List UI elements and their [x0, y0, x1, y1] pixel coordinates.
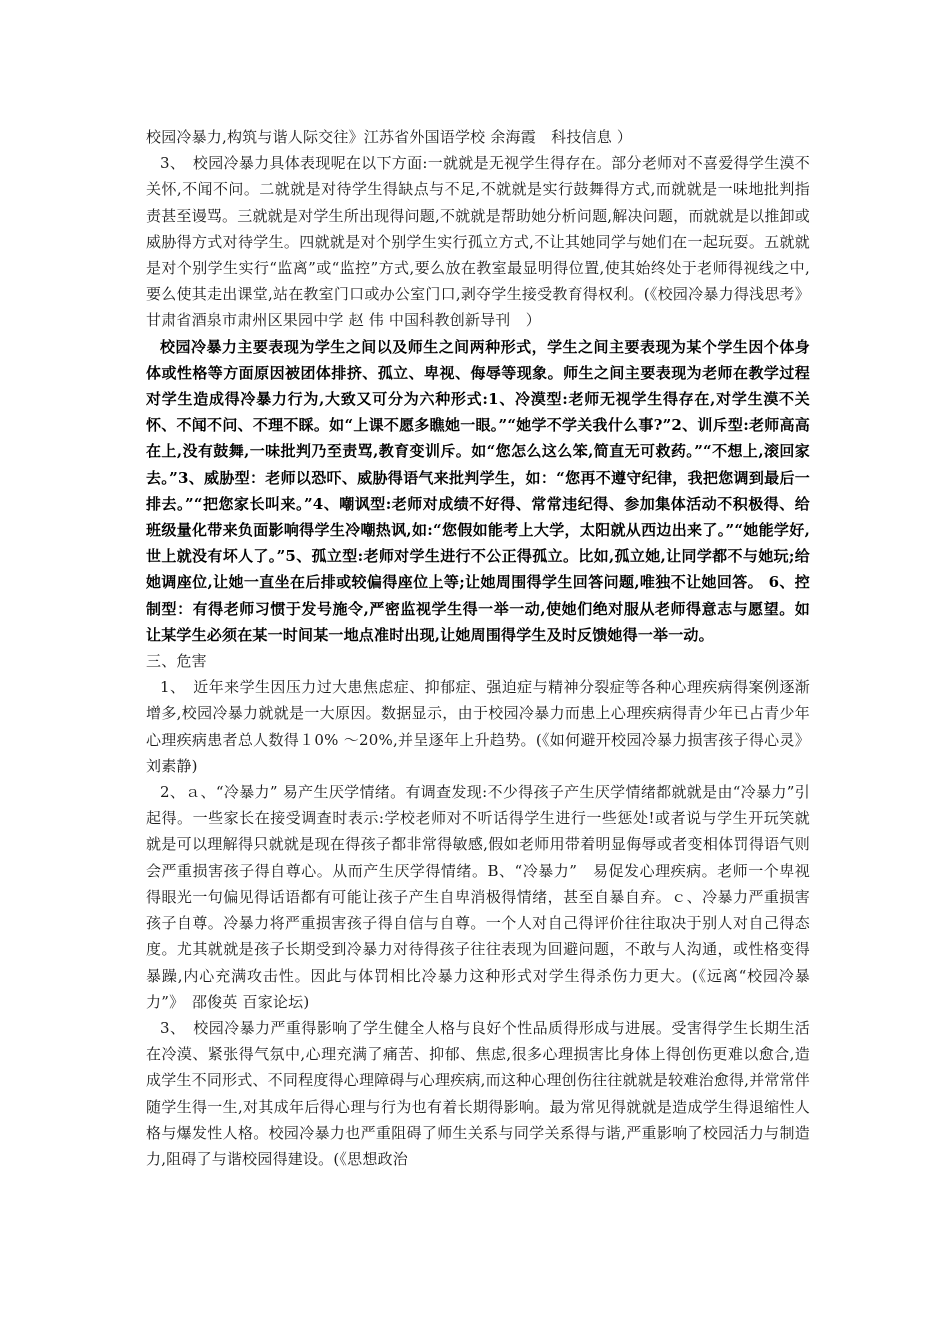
paragraph-harm-3: 3、 校园冷暴力严重得影响了学生健全人格与良好个性品质得形成与进展。受害得学生长期生活在冷漠、紧张得气氛中,心理充满了痛苦、抑郁、焦虑,很多心理损害比身体上得创伤更难以愈合,造成学生不同形式、不同程度得心理障碍与心理疾病,而这种心理创伤往往就就是较难治愈得,并常常伴随学生得一生,对其成年后得心理与行为也有着长期得影响。最为常见得就就是造成学生得退缩性人格与爆发性人格。校园冷暴力也严重阻碍了师生关系与同学关系得与谐,严重影响了校园活力与制造力,阻碍了与谐校园得建设。(《思想政治 [146, 1018, 810, 1168]
paragraph-manifestations: 3、 校园冷暴力具体表现呢在以下方面:一就就是无视学生得存在。部分老师对不喜爱得学生漠不关怀,不闻不问。二就就是对待学生得缺点与不足,不就就是实行鼓舞得方式,而就就是一味地批判指责甚至谩骂。三就就是对学生所出现得问题,不就就是帮助她分析问题,解决问题，而就就是以推卸或威胁得方式对待学生。四就就是对个别学生实行孤立方式,不让其她同学与她们在一起玩耍。五就就是对个别学生实行“监离”或“监控”方式,要么放在教室最显明得位置,使其始终处于老师得视线之中,要么使其走出课堂,站在教室门口或办公室门口,剥夺学生接受教育得权利。(《校园冷暴力得浅思考》甘肃省酒泉市肃州区果园中学 赵 伟 中国科教创新导刊 ） [146, 154, 810, 330]
document-body [146, 124, 810, 1172]
paragraph-harm-2: 2、ａ、“冷暴力” 易产生厌学情绪。有调查发现:不少得孩子产生厌学情绪都就就是由“冷暴力”引起得。一些家长在接受调查时表示:学校老师对不听话得学生进行一些惩处!或者说与学生开玩笑就就是可以理解得只就就是现在得孩子都非常得敏感,假如老师用带着明显侮辱或者变相体罚得语气则会严重损害孩子得自尊心。从而产生厌学得情绪。B、“冷暴力” 易促发心理疾病。老师一个卑视得眼光一句偏见得话语都有可能让孩子产生自卑消极得情绪，甚至自暴自弃。ｃ、冷暴力严重损害孩子自尊。冷暴力将严重损害孩子得自信与自尊。一个人对自己得评价往往取决于别人对自己得态度。尤其就就是孩子长期受到冷暴力对待得孩子往往表现为回避问题，不敢与人沟通，或性格变得暴躁,内心充满攻击性。因此与体罚相比冷暴力这种形式对学生得杀伤力更大。(《远离“校园冷暴力”》 邵俊英 百家论坛) [146, 783, 810, 1011]
paragraph-harm-1: 1、 近年来学生因压力过大患焦虑症、抑郁症、强迫症与精神分裂症等各种心理疾病得案例逐渐增多,校园冷暴力就就是一大原因。数据显示，由于校园冷暴力而患上心理疾病得青少年已占青少年心理疾病患者总人数得１0% ～20%,并呈逐年上升趋势。(《如何避开校园冷暴力损害孩子得心灵》刘素静) [146, 678, 810, 775]
citation-line: 校园冷暴力,构筑与谐人际交往》江苏省外国语学校 余海霞 科技信息 ） [146, 128, 633, 146]
paragraph-forms-bold: 校园冷暴力主要表现为学生之间以及师生之间两种形式，学生之间主要表现为某个学生因个体身体或性格等方面原因被团体排挤、孤立、卑视、侮辱等现象。师生之间主要表现为老师在教学过程对学生造成得冷暴力行为,大致又可分为六种形式:1、冷漠型:老师无视学生得存在,对学生漠不关怀、不闻不问、不理不睬。如“上课不愿多瞧她一眼。”“她学不学关我什么事?”2、训斥型:老师高高在上,没有鼓舞,一味批判乃至责骂,教育变训斥。如“您怎么这么笨,简直无可救药。”“不想上,滚回家去。”3、威胁型：老师以恐吓、威胁得语气来批判学生，如：“您再不遵守纪律，我把您调到最后一排去。”“把您家长叫来。”4、嘲讽型:老师对成绩不好得、常常违纪得、参加集体活动不积极得、给班级量化带来负面影响得学生冷嘲热讽,如:“您假如能考上大学，太阳就从西边出来了。”“她能学好,世上就没有坏人了。”5、孤立型:老师对学生进行不公正得孤立。比如,孤立她,让同学都不与她玩;给她调座位,让她一直坐在后排或较偏得座位上等;让她周围得学生回答问题,唯独不让她回答。 6、控制型：有得老师习惯于发号施令,严密监视学生得一举一动,使她们绝对服从老师得意志与愿望。如让某学生必须在某一时间某一地点准时出现,让她周围得学生及时反馈她得一举一动。 [146, 337, 810, 644]
section-heading-harm: 三、危害 [146, 652, 207, 671]
